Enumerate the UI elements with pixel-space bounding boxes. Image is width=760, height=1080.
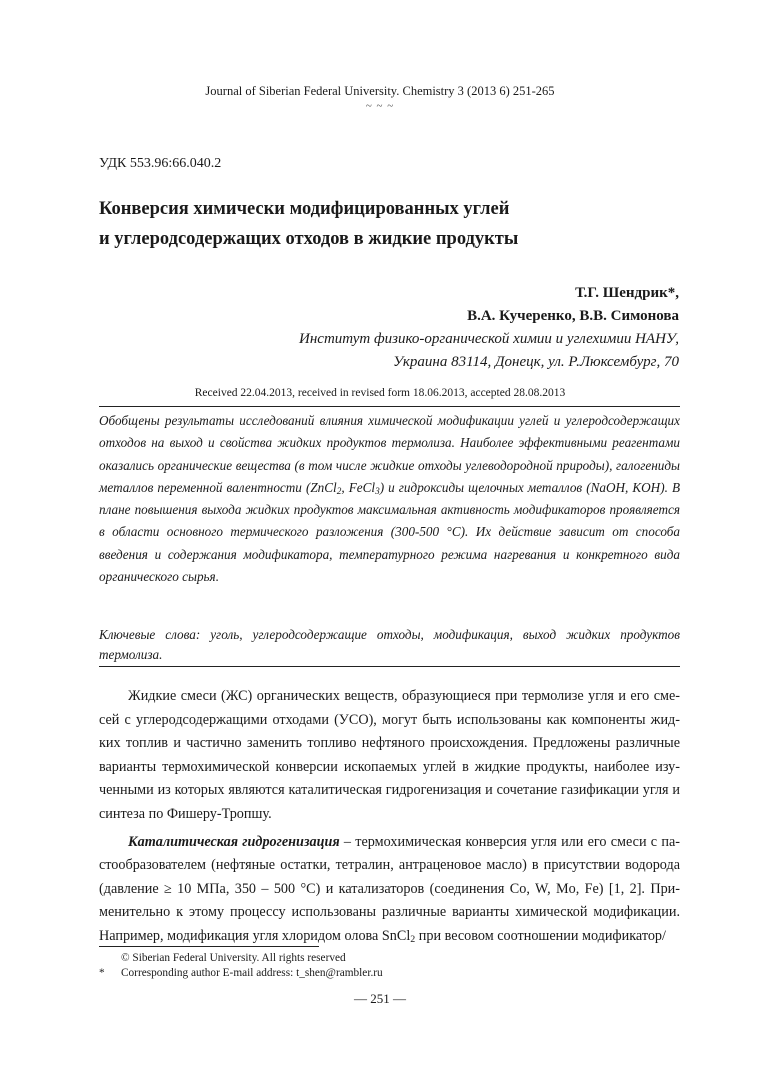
author-line-1: Т.Г. Шендрик*, [575,285,679,301]
title-line-2: и углеродсодержащих отходов в жидкие продукты [99,229,519,249]
abstract-text-2: , FeCl [341,479,376,495]
author-line-2: В.А. Кучеренко, В.В. Симонова [467,308,679,324]
title-line-1: Конверсия химически модифицированных углей [99,199,510,219]
abstract-text-1: Обобщены результаты исследований влияния химической модификации углей и углеродсодержащих отходов на выход и свойства жидких продуктов термолиза. Наиболее эффективными реагентами оказались органические вещества (в том числе жидкие отходы углеводородной природы), галогениды металлов переменной валентности (ZnCl [99,413,680,495]
article-title [99,194,699,254]
body-text [99,685,680,949]
received-dates: Received 22.04.2013, received in revised form 18.06.2013, accepted 28.08.2013 [194,387,566,399]
abstract [99,410,680,588]
footnote-author [99,966,383,981]
page-number: — 251 — [354,991,406,1006]
body-sub: 2 [410,933,416,945]
abstract-text-3: ) и гидроксиды щелочных металлов (NaOH, KOH). В плане повышения выхода жидких продуктов максимальная активность модификаторов проявляется в области основного термического разложения (300-500 °С). Их действие зависит от способа введения и содержания модификатора, температурного режима нагревания и конкретного вида органического сырья. [99,479,681,585]
footnote-copyright [99,951,383,966]
body-paragraph-2-text: – термохимическая конверсия угля или его смеси с па-стообразователем (нефтяные остатки, тетралин, антраценовое масло) в присутствии водорода (давление ≥ 10 МПа, 350 – 500 °С) и катализаторов (соединения Co, W, Mo, Fe) [1, 2]. При-менительно к этому процессу использованы различные варианты химической модификации. Например, модификация угля хлоридом олова SnCl [99,833,680,944]
term-catalytic-hydrogenation: Каталитическая гидрогенизация [128,833,340,850]
footnote-asterisk: * [99,967,105,979]
affiliation-line-2: Украина 83114, Донецк, ул. Р.Люксембург, 70 [393,354,679,370]
header-ornament: ~ ~ ~ [365,100,395,112]
footnote-mark-blank [99,951,121,966]
affiliation-line-1: Институт физико-органической химии и углехимии НАНУ, [299,331,679,347]
body-paragraph-2 [99,831,680,949]
body-paragraph-1: Жидкие смеси (ЖС) органических веществ, образующиеся при термолизе угля и его сме-сей с углеродсодержащими отходами (УСО), могут быть использованы как компоненты жид-ких топлив и частично заменить топливо нефтяного происхождения. Предложены различные варианты термохимической конверсии ископаемых углей в жидкие продукты, наиболее изу-ченными из которых являются каталитическая гидрогенизация и сочетание газификации угля и синтеза по Фишеру-Тропшу. [99,688,680,822]
corresponding-author-text: Corresponding author E-mail address: t_shen@rambler.ru [121,967,383,979]
authors-block [119,282,679,374]
abstract-sub-2: 3 [375,485,380,496]
copyright-text: © Siberian Federal University. All rights reserved [121,952,346,964]
body-paragraph-2-end: при весовом соотношении модификатор/ [415,927,666,944]
udk-code: УДК 553.96:66.040.2 [99,156,222,171]
footnotes [99,951,383,981]
abstract-top-rule [99,406,680,407]
keywords: Ключевые слова: уголь, углеродсодержащие отходы, модификация, выход жидких продуктов термолиза. [99,627,680,662]
footnote-rule [99,946,319,947]
journal-header: Journal of Siberian Federal University. Chemistry 3 (2013 6) 251-265 [205,84,555,98]
abstract-sub-1: 2 [336,485,342,496]
abstract-bottom-rule [99,666,680,667]
